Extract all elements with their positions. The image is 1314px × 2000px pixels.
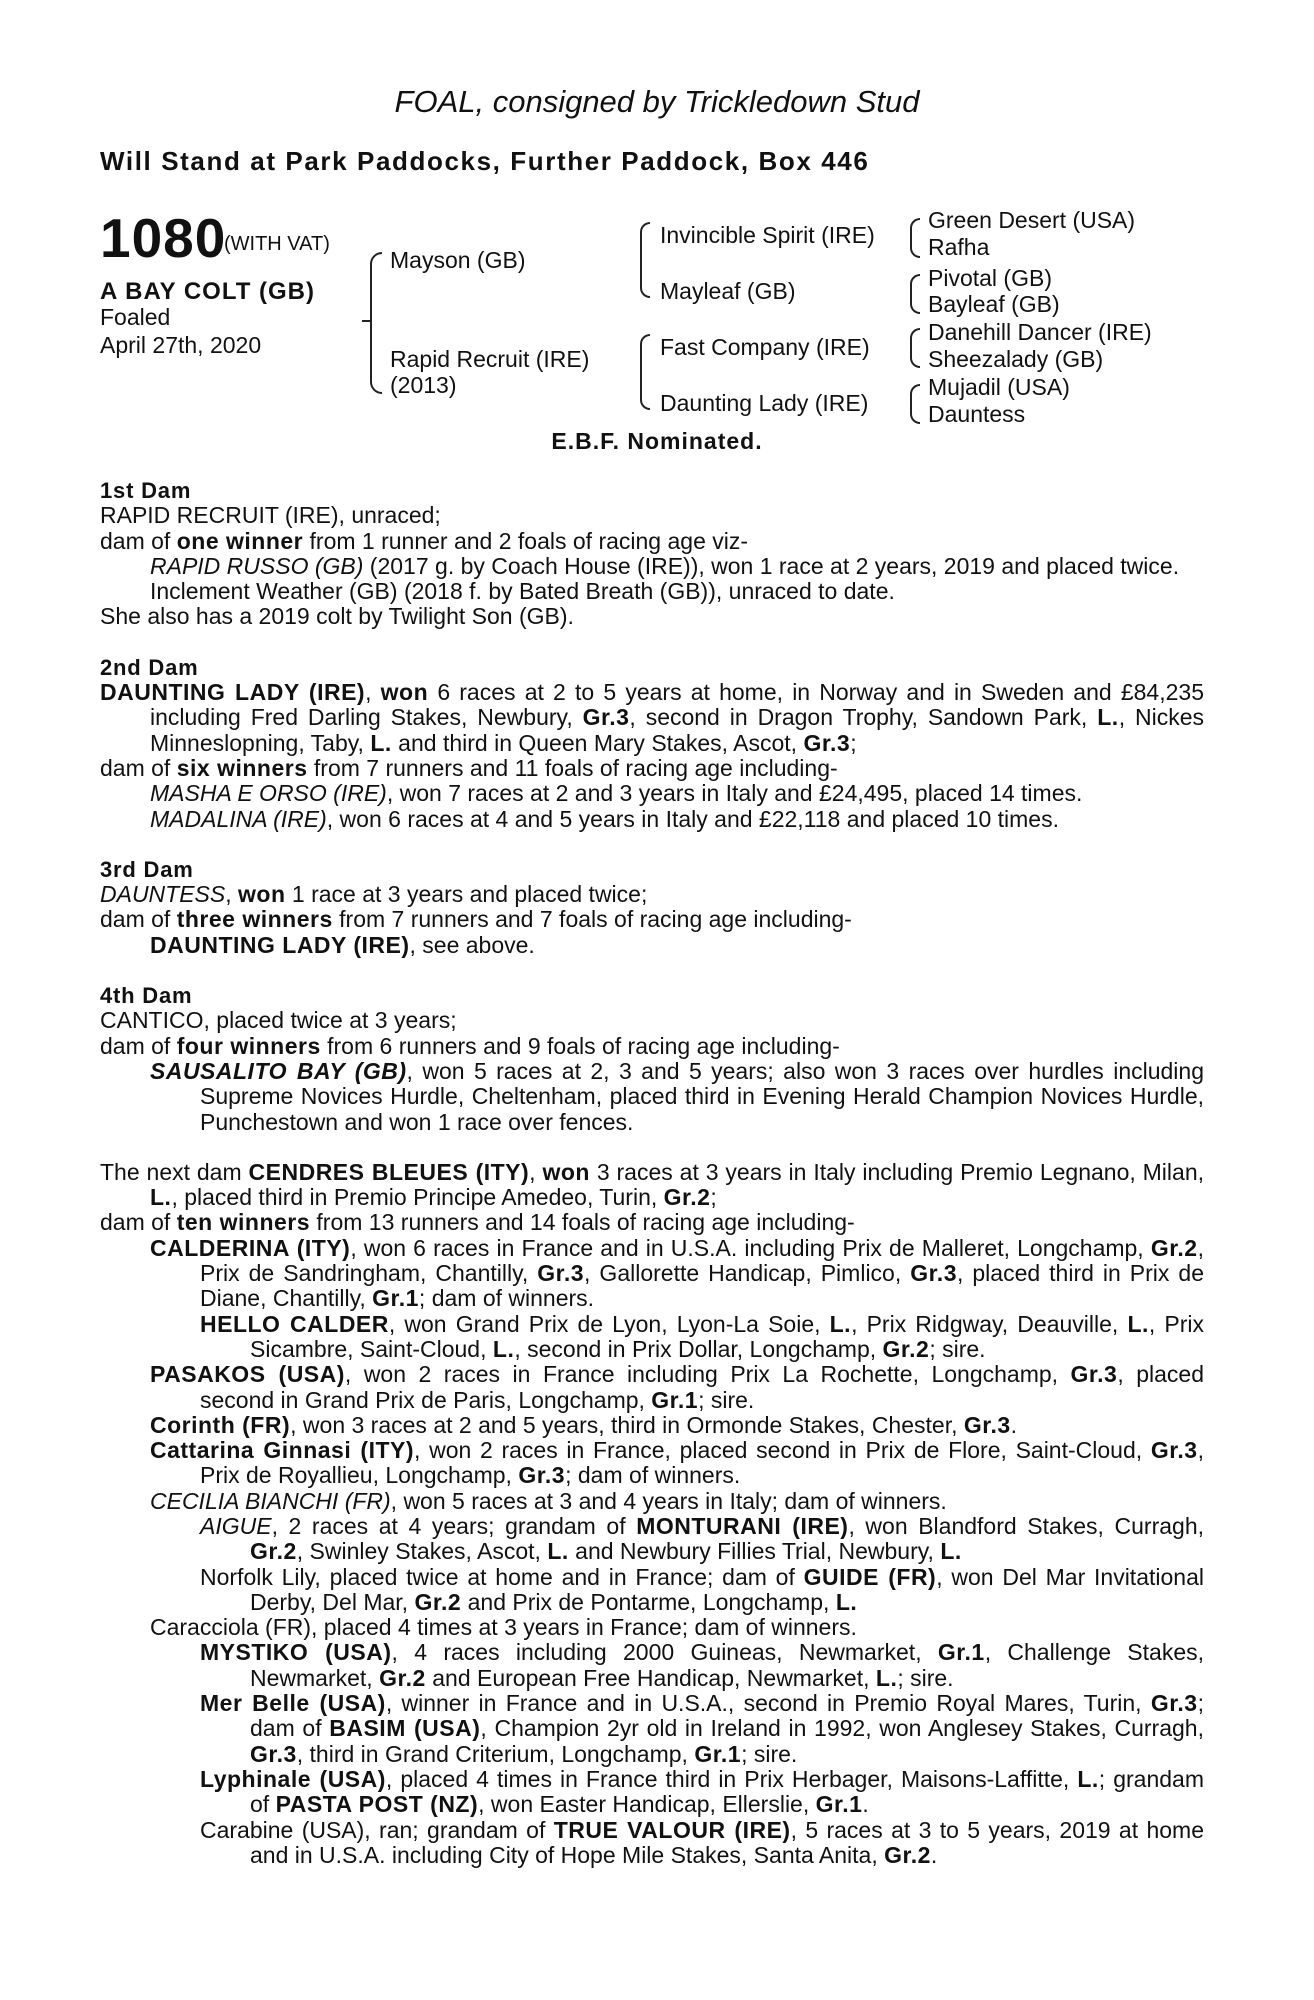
pedigree-brace xyxy=(910,218,920,258)
produce-entry: CALDERINA (ITY), won 6 races in France and in U.S.A. including Prix de Malleret, Longchamp, Gr.2, Prix de Sandringham, Chantilly, Gr.3, Gallorette Handicap, Pimlico, Gr.3, placed third in Prix de Diane, Chantilly, Gr.1; dam of winners. xyxy=(150,1234,1204,1312)
produce-entry: AIGUE, 2 races at 4 years; grandam of MONTURANI (IRE), won Blandford Stakes, Curragh, Gr.2, Swinley Stakes, Ascot, L. and Newbury Fillies Trial, Newbury, L. xyxy=(200,1512,1205,1565)
dam-produce-summary: dam of ten winners from 13 runners and 14 foals of racing age including- xyxy=(100,1209,855,1236)
pedigree-brace xyxy=(640,222,650,298)
produce-entry: DAUNTING LADY (IRE), see above. xyxy=(150,931,535,958)
consignor-line: FOAL, consigned by Trickledown Stud xyxy=(394,84,920,119)
produce-entry: Norfolk Lily, placed twice at home and in France; dam of GUIDE (FR), won Del Mar Invitational Derby, Del Mar, Gr.2 and Prix de Pontarme, Longchamp, L. xyxy=(200,1563,1204,1615)
pedigree-brace xyxy=(640,334,650,410)
section-heading: 3rd Dam xyxy=(100,856,194,882)
produce-entry: MYSTIKO (USA), 4 races including 2000 Guineas, Newmarket, Gr.1, Challenge Stakes, Newmarket, Gr.2 and European Free Handicap, Newmarket, L.; sire. xyxy=(200,1639,1205,1691)
produce-entry: Corinth (FR), won 3 races at 2 and 5 years, third in Ormonde Stakes, Chester, Gr.3. xyxy=(150,1411,1018,1438)
pedigree-brace xyxy=(910,328,920,368)
lot-description: A BAY COLT (GB) xyxy=(100,278,316,305)
produce-entry: Carabine (USA), ran; grandam of TRUE VALOUR (IRE), 5 races at 3 to 5 years, 2019 at home and in U.S.A. including City of Hope Mile Stakes, Santa Anita, Gr.2. xyxy=(200,1816,1205,1868)
produce-entry: Cattarina Ginnasi (ITY), won 2 races in France, placed second in Prix de Flore, Saint-Cloud, Gr.3, Prix de Royallieu, Longchamp, Gr.3; dam of winners. xyxy=(150,1437,1204,1489)
family-section xyxy=(100,478,1204,1868)
section-heading: 4th Dam xyxy=(100,983,193,1009)
pedigree-gen3: Green Desert (USA) xyxy=(928,207,1136,233)
pedigree-brace-point xyxy=(362,320,370,322)
dam-produce-summary: dam of three winners from 7 runners and 7 foals of racing age including- xyxy=(100,906,852,933)
produce-entry: MASHA E ORSO (IRE), won 7 races at 2 and 3 years in Italy and £24,495, placed 14 times. xyxy=(150,780,1083,807)
pedigree-brace xyxy=(910,384,920,424)
foaled-date: April 27th, 2020 xyxy=(100,332,262,358)
pedigree-gen3: Mujadil (USA) xyxy=(928,374,1070,400)
pedigree-gen3: Rafha xyxy=(928,234,990,260)
dam-produce-summary: dam of four winners from 6 runners and 9 foals of racing age including- xyxy=(100,1032,840,1059)
produce-entry: HELLO CALDER, won Grand Prix de Lyon, Lyon-La Soie, L., Prix Ridgway, Deauville, L., Prix Sicambre, Saint-Cloud, L., second in Prix Dollar, Longchamp, Gr.2; sire. xyxy=(200,1310,1205,1362)
produce-entry: Inclement Weather (GB) (2018 f. by Bated Breath (GB)), unraced to date. xyxy=(150,578,895,605)
ebf-nomination: E.B.F. Nominated. xyxy=(551,428,763,454)
produce-entry: CECILIA BIANCHI (FR), won 5 races at 3 and 4 years in Italy; dam of winners. xyxy=(150,1487,947,1514)
section-heading: 1st Dam xyxy=(100,478,192,503)
vat-note: (WITH VAT) xyxy=(224,233,330,255)
dam-line: DAUNTESS, won 1 race at 3 years and placed twice; xyxy=(100,881,648,908)
pedigree-dam-dam: Daunting Lady (IRE) xyxy=(660,390,869,416)
pedigree-sire-sire: Invincible Spirit (IRE) xyxy=(660,222,875,248)
pedigree-brace xyxy=(910,274,920,314)
produce-entry: Mer Belle (USA), winner in France and in U.S.A., second in Premio Royal Mares, Turin, Gr.3; dam of BASIM (USA), Champion 2yr old in Ireland in 1992, won Anglesey Stakes, Curragh, Gr.3, third in Grand Criterium, Longchamp, Gr.1; sire. xyxy=(200,1690,1204,1767)
produce-entry: PASAKOS (USA), won 2 races in France including Prix La Rochette, Longchamp, Gr.3, placed second in Grand Prix de Paris, Longchamp, Gr.1; sire. xyxy=(150,1361,1204,1413)
dam-line: CANTICO, placed twice at 3 years; xyxy=(100,1007,457,1034)
pedigree-gen3: Pivotal (GB) xyxy=(928,265,1052,291)
stand-location: Will Stand at Park Paddocks, Further Paddock, Box 446 xyxy=(100,146,870,176)
lot-number: 1080 xyxy=(100,207,227,269)
pedigree-dam-year: (2013) xyxy=(390,372,457,398)
dam-line: RAPID RECRUIT (IRE), unraced; xyxy=(100,502,441,529)
dam-line: The next dam CENDRES BLEUES (ITY), won 3 races at 3 years in Italy including Premio Legnano, Milan, L., placed third in Premio Principe Amedeo, Turin, Gr.2; xyxy=(100,1158,1204,1211)
dam-note: She also has a 2019 colt by Twilight Son (GB). xyxy=(100,603,574,630)
foaled-label: Foaled xyxy=(100,304,171,330)
pedigree-dam: Rapid Recruit (IRE) xyxy=(390,346,590,372)
dam-produce-summary: dam of six winners from 7 runners and 11 foals of racing age including- xyxy=(100,754,838,781)
pedigree-sire-dam: Mayleaf (GB) xyxy=(660,278,796,304)
produce-entry: Lyphinale (USA), placed 4 times in France third in Prix Herbager, Maisons-Laffitte, L.; grandam of PASTA POST (NZ), won Easter Handicap, Ellerslie, Gr.1. xyxy=(200,1765,1204,1818)
produce-entry: MADALINA (IRE), won 6 races at 4 and 5 years in Italy and £22,118 and placed 10 times. xyxy=(150,805,1059,832)
dam-line: DAUNTING LADY (IRE), won 6 races at 2 to 5 years at home, in Norway and in Sweden and £84,235 including Fred Darling Stakes, Newbury, Gr.3, second in Dragon Trophy, Sandown Park, L., Nickes Minneslopning, Taby, L. and third in Queen Mary Stakes, Ascot, Gr.3; xyxy=(100,679,1204,756)
section-heading: 2nd Dam xyxy=(100,654,199,680)
pedigree-dam-sire: Fast Company (IRE) xyxy=(660,334,870,360)
produce-entry: SAUSALITO BAY (GB), won 5 races at 2, 3 and 5 years; also won 3 races over hurdles including Supreme Novices Hurdle, Cheltenham, placed third in Evening Herald Champion Novices Hurdle, Punchestown and won 1 race over fences. xyxy=(150,1057,1204,1135)
pedigree-gen3: Dauntess xyxy=(928,401,1026,427)
pedigree-gen3: Danehill Dancer (IRE) xyxy=(928,319,1152,345)
pedigree-sire: Mayson (GB) xyxy=(390,247,526,273)
produce-entry: Caracciola (FR), placed 4 times at 3 years in France; dam of winners. xyxy=(150,1614,857,1641)
produce-entry: RAPID RUSSO (GB) (2017 g. by Coach House (IRE)), won 1 race at 2 years, 2019 and placed twice. xyxy=(150,552,1180,579)
dam-produce-summary: dam of one winner from 1 runner and 2 foals of racing age viz- xyxy=(100,527,749,554)
pedigree-gen3: Sheezalady (GB) xyxy=(928,346,1104,372)
pedigree-brace xyxy=(370,252,382,394)
pedigree-gen3: Bayleaf (GB) xyxy=(928,291,1060,317)
